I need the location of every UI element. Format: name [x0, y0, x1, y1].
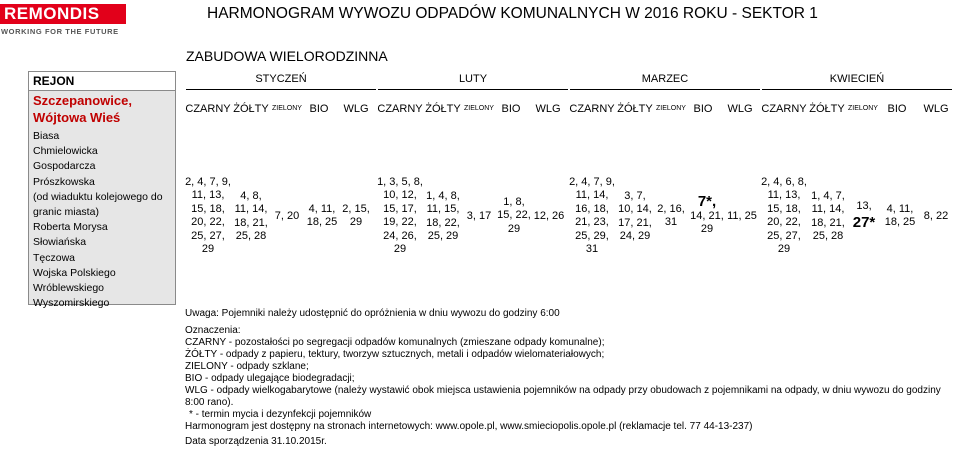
remondis-logo: [0, 0, 130, 40]
col-zielony: ZIELONY: [464, 105, 494, 112]
cell-mar-zolty: 3, 7, 10, 14, 17, 21, 24, 29: [618, 190, 652, 243]
cell-apr-zielony-b: 27*: [852, 214, 876, 231]
street-item: Wróblewskiego: [33, 282, 105, 295]
logo-tagline: WORKING FOR THE FUTURE: [1, 27, 119, 36]
cell-mar-bio: 14, 21, 29: [690, 210, 724, 236]
street-item: (od wiaduktu kolejowego do: [33, 190, 163, 203]
street-item: granic miasta): [33, 206, 99, 219]
cell-feb-zielony: 3, 17: [466, 210, 492, 222]
page-subtitle: ZABUDOWA WIELORODZINNA: [186, 48, 388, 64]
col-zielony: ZIELONY: [656, 105, 686, 112]
street-item: Biasa: [33, 130, 60, 142]
col-zielony: ZIELONY: [848, 105, 878, 112]
cell-feb-wlg: 12, 26: [533, 210, 565, 222]
cell-apr-zolty: 1, 4, 7, 11, 14, 18, 21, 25, 28: [811, 190, 845, 243]
cell-jan-czarny: 2, 4, 7, 9, 11, 13, 15, 18, 20, 22, 25, 27, 29: [185, 176, 231, 256]
cell-apr-czarny: 2, 4, 6, 8, 11, 13, 15, 18, 20, 22, 25, 27, 29: [761, 176, 807, 256]
street-item: Roberta Morysa: [33, 221, 108, 234]
street-item: Wojska Polskiego: [33, 266, 116, 279]
creation-date: Data sporządzenia 31.10.2015r.: [185, 436, 327, 447]
col-czarny: CZARNY: [569, 103, 615, 115]
col-wlg: WLG: [535, 103, 561, 115]
legend-wlg-cont: 8:00 rano).: [185, 397, 234, 408]
col-bio: BIO: [309, 103, 329, 115]
logo-brand: REMONDIS: [0, 4, 126, 24]
month-february: LUTY: [458, 73, 488, 85]
region-name-line1: Szczepanowice,: [33, 93, 132, 108]
month-march: MARZEC: [641, 73, 689, 85]
note-warning: Uwaga: Pojemniki należy udostępnić do opróżnienia w dniu wywozu do godziny 6:00: [185, 308, 560, 319]
legend-zolty: ŻÓŁTY - odpady z papieru, tektury, tworzyw sztucznych, metali i odpadów wielomateriałowych;: [185, 349, 605, 360]
month-divider: [378, 89, 568, 90]
street-item: Prószkowska: [33, 175, 95, 188]
month-divider: [570, 89, 760, 90]
month-divider: [186, 89, 376, 90]
col-zolty: ŻÓŁTY: [809, 103, 845, 115]
col-zielony: ZIELONY: [272, 105, 302, 112]
col-wlg: WLG: [923, 103, 949, 115]
cell-jan-bio: 4, 11, 18, 25: [306, 203, 338, 229]
legend-wlg: WLG - odpady wielkogabarytowe (należy wystawić obok miejsca ustawienia pojemników na odpady przy obudowach z pojemnikami na odpady, w dniu wywozu do godziny: [185, 385, 941, 396]
street-list: [28, 127, 176, 310]
month-january: STYCZEŃ: [255, 73, 307, 85]
col-zolty: ŻÓŁTY: [617, 103, 653, 115]
month-divider: [762, 89, 952, 90]
cell-jan-wlg: 2, 15, 29: [342, 203, 370, 229]
street-item: Tęczowa: [33, 251, 76, 264]
cell-apr-bio: 4, 11, 18, 25: [884, 203, 916, 229]
col-bio: BIO: [693, 103, 713, 115]
legend-star: * - termin mycia i dezynfekcji pojemników: [189, 409, 372, 420]
cell-apr-zielony-a: 13,: [856, 200, 872, 212]
street-item: Słowiańska: [33, 236, 87, 249]
cell-mar-czarny: 2, 4, 7, 9, 11, 14, 16, 18, 21, 23, 25, 29, 31: [569, 176, 615, 256]
street-item: Chmielowicka: [33, 145, 98, 158]
legend-czarny: CZARNY - pozostałości po segregacji odpadów komunalnych (zmieszane odpady komunalne);: [185, 337, 605, 348]
street-item: Wyszomirskiego: [33, 297, 110, 310]
col-czarny: CZARNY: [761, 103, 807, 115]
col-zolty: ŻÓŁTY: [233, 103, 269, 115]
legend-title: Oznaczenia:: [185, 325, 241, 336]
region-label: REJON: [28, 71, 176, 91]
cell-feb-czarny: 1, 3, 5, 8, 10, 12, 15, 17, 19, 22, 24, 26, 29: [377, 176, 423, 256]
col-wlg: WLG: [727, 103, 753, 115]
cell-jan-zolty: 4, 8, 11, 14, 18, 21, 25, 28: [234, 190, 268, 243]
page-title: HARMONOGRAM WYWOZU ODPADÓW KOMUNALNYCH W 2016 ROKU - SEKTOR 1: [207, 5, 818, 22]
cell-jan-zielony: 7, 20: [274, 210, 300, 222]
cell-feb-bio: 1, 8, 15, 22, 29: [497, 196, 531, 235]
cell-mar-bio-star: 7*,: [697, 193, 717, 210]
cell-mar-wlg: 11, 25: [727, 210, 757, 222]
col-bio: BIO: [501, 103, 521, 115]
availability-note: Harmonogram jest dostępny na stronach internetowych: www.opole.pl, www.smieciopolis.opole.pl (reklamacje tel. 77 44-13-237): [185, 421, 753, 432]
region-name-line2: Wójtowa Wieś: [33, 110, 121, 125]
col-zolty: ŻÓŁTY: [425, 103, 461, 115]
cell-mar-zielony: 2, 16, 31: [657, 203, 685, 229]
col-wlg: WLG: [343, 103, 369, 115]
legend-zielony: ZIELONY - odpady szklane;: [185, 361, 309, 372]
col-czarny: CZARNY: [185, 103, 231, 115]
month-april: KWIECIEŃ: [829, 73, 885, 85]
cell-apr-wlg: 8, 22: [923, 210, 949, 222]
col-czarny: CZARNY: [377, 103, 423, 115]
region-name: [28, 91, 176, 127]
col-bio: BIO: [887, 103, 907, 115]
street-item: Gospodarcza: [33, 160, 96, 173]
legend-bio: BIO - odpady ulegające biodegradacji;: [185, 373, 355, 384]
cell-feb-zolty: 1, 4, 8, 11, 15, 18, 22, 25, 29: [426, 190, 460, 243]
